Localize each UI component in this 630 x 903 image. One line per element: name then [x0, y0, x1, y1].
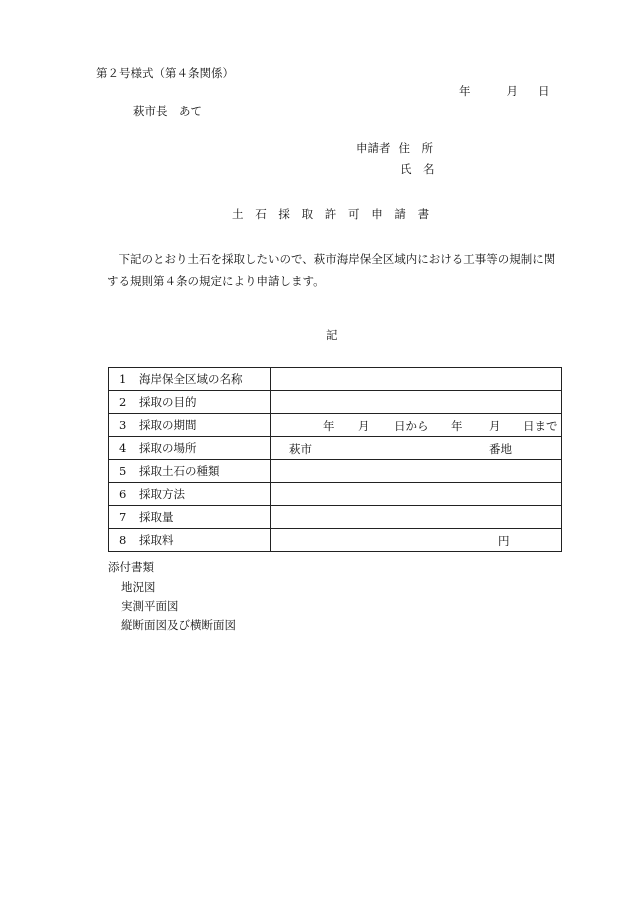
location-city: 萩市 [289, 442, 312, 456]
row-value-cell[interactable] [271, 506, 562, 529]
row-label-cell [109, 391, 271, 414]
row-number: 6 [119, 487, 127, 501]
fee-unit: 円 [498, 534, 510, 548]
period-month-from: 月 [358, 419, 370, 433]
attachment-item: 実測平面図 [121, 599, 179, 613]
row-label: 採取土石の種類 [139, 464, 220, 478]
applicant-address-line [356, 141, 433, 155]
row-value-cell[interactable] [271, 460, 562, 483]
date-year: 年 [459, 84, 471, 98]
table-row [109, 483, 562, 506]
row-label: 採取方法 [139, 487, 185, 501]
attachments-list [121, 578, 236, 635]
table-row [109, 529, 562, 552]
body-line-2: する規則第４条の規定により申請します。 [107, 274, 325, 288]
row-label-cell [109, 437, 271, 460]
applicant-name-label: 氏 名 [400, 162, 435, 176]
period-year-to: 年 [451, 419, 463, 433]
applicant-label: 申請者 [356, 141, 391, 155]
row-number: 1 [119, 372, 127, 386]
date-day: 日 [538, 84, 550, 98]
row-label-cell [109, 414, 271, 437]
row-value-cell[interactable] [271, 437, 562, 460]
period-day-from: 日から [394, 419, 429, 433]
row-number: 5 [119, 464, 127, 478]
row-label-cell [109, 483, 271, 506]
body-line-1: 下記のとおり土石を採取したいので、萩市海岸保全区域内における工事等の規制に関 [107, 252, 556, 266]
attachments-title: 添付書類 [108, 560, 154, 574]
form-number: 第２号様式（第４条関係） [96, 66, 234, 80]
period-month-to: 月 [489, 419, 501, 433]
date-month: 月 [506, 84, 518, 98]
row-label-cell [109, 506, 271, 529]
row-value-cell[interactable] [271, 483, 562, 506]
table-row [109, 437, 562, 460]
body-text [107, 248, 567, 292]
period-year-from: 年 [323, 419, 335, 433]
address-label: 住 所 [398, 141, 433, 155]
row-number: 4 [119, 441, 127, 455]
row-number: 2 [119, 395, 127, 409]
row-label: 採取の期間 [139, 418, 197, 432]
row-label-cell [109, 368, 271, 391]
row-value-cell[interactable] [271, 391, 562, 414]
row-label: 採取料 [139, 533, 174, 547]
table-row [109, 460, 562, 483]
row-number: 8 [119, 533, 127, 547]
row-number: 7 [119, 510, 127, 524]
row-value-cell[interactable] [271, 529, 562, 552]
period-day-to: 日まで [523, 419, 558, 433]
attachment-item: 地況図 [121, 580, 156, 594]
table-row [109, 391, 562, 414]
attachment-item: 縦断面図及び横断面図 [121, 618, 236, 632]
row-label-cell [109, 529, 271, 552]
row-label: 海岸保全区域の名称 [139, 372, 243, 386]
document-title: 土 石 採 取 許 可 申 請 書 [232, 207, 430, 221]
row-value-cell[interactable] [271, 414, 562, 437]
row-label-cell [109, 460, 271, 483]
row-label: 採取の場所 [139, 441, 197, 455]
row-number: 3 [119, 418, 127, 432]
row-value-cell[interactable] [271, 368, 562, 391]
table-row [109, 368, 562, 391]
application-items-table [108, 367, 562, 552]
addressee: 萩市長 あて [133, 104, 202, 118]
row-label: 採取の目的 [139, 395, 197, 409]
row-label: 採取量 [139, 510, 174, 524]
date-line [459, 84, 550, 98]
ki-heading: 記 [326, 328, 338, 342]
location-lot: 番地 [489, 442, 512, 456]
table-row [109, 506, 562, 529]
table-row [109, 414, 562, 437]
